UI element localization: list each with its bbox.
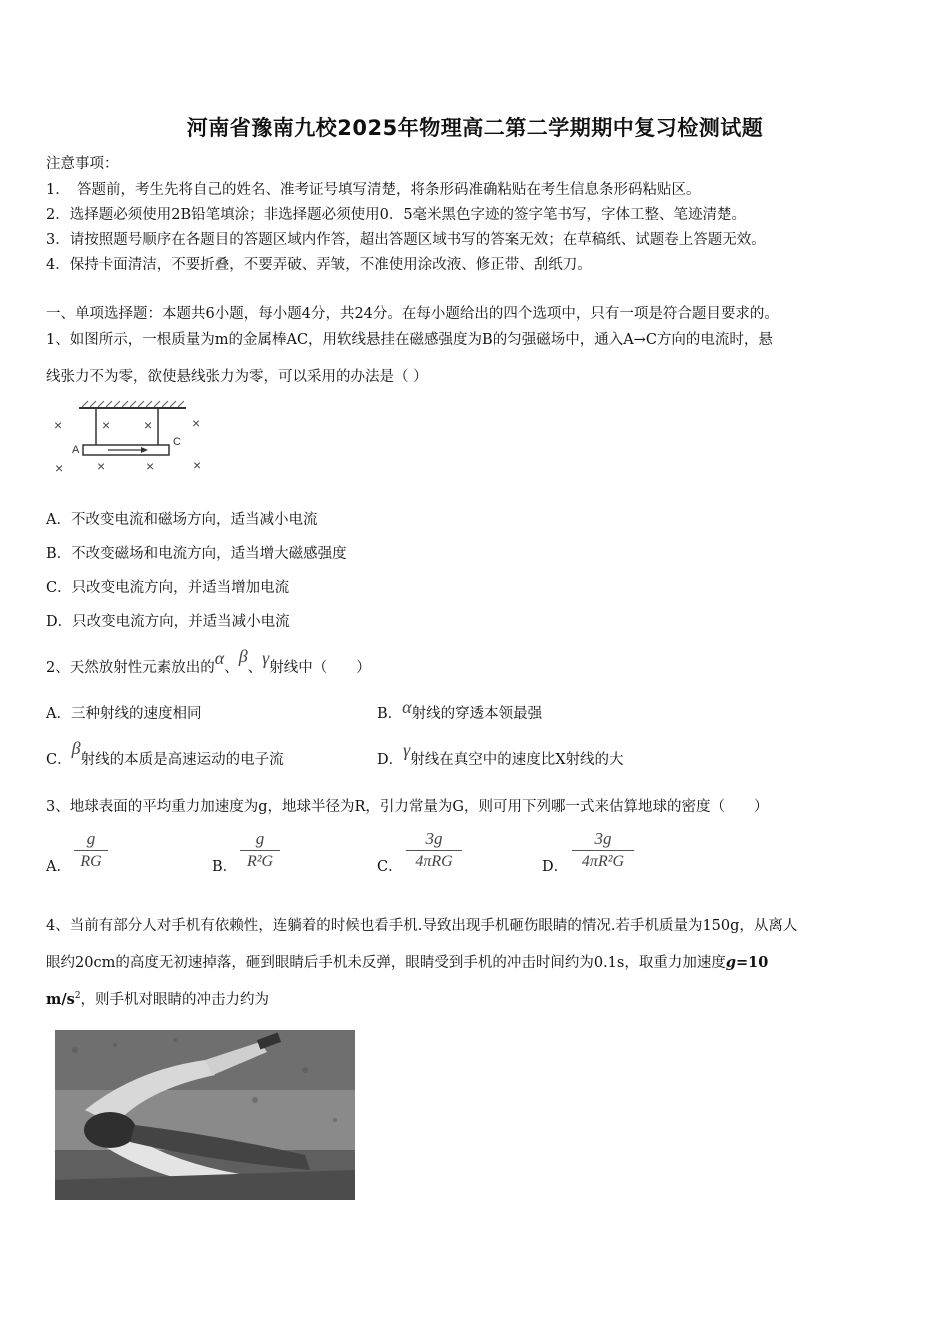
numerator: 3g <box>425 829 443 848</box>
q2-option-b-label: B． <box>377 706 403 722</box>
unit-exponent: 2 <box>74 991 81 1002</box>
page-title: 河南省豫南九校2025年物理高二第二学期期中复习检测试题 <box>186 116 764 140</box>
section-heading: 一、单项选择题：本题共6小题，每小题4分，共24分。在每小题给出的四个选项中，只有一项是符合题目要求的。 <box>46 306 779 322</box>
gamma-symbol: γ <box>262 648 270 668</box>
current-arrow <box>141 447 148 453</box>
q2-option-a: A．三种射线的速度相同 <box>46 706 202 722</box>
q3-option-a-fraction <box>74 830 108 871</box>
q2-option-d-text: 射线在真空中的速度比X射线的大 <box>410 752 624 768</box>
q2-option-b-text: 射线的穿透本领最强 <box>411 706 543 722</box>
q2-stem-suffix: 射线中（ ） <box>269 660 371 676</box>
q3-option-c-fraction <box>406 830 462 871</box>
q4-stem-line3 <box>46 988 269 1009</box>
q3-stem: 3、地球表面的平均重力加速度为g，地球半径为R，引力常量为G，则可用下列哪一式来估算地球的密度（ ） <box>46 799 769 815</box>
q1-option-a: A．不改变电流和磁场方向，适当减小电流 <box>46 512 318 528</box>
q4-phone-photo <box>55 1030 355 1200</box>
field-cross: × <box>192 415 201 431</box>
q3-option-c-label: C． <box>377 859 403 875</box>
g-value: =10 <box>735 954 769 971</box>
q1-option-c: C．只改变电流方向，并适当增加电流 <box>46 580 290 596</box>
denominator: RG <box>80 853 102 870</box>
notice-heading: 注意事项： <box>46 156 119 172</box>
g-symbol: g <box>725 954 736 971</box>
denominator: R²G <box>246 853 274 870</box>
notice-item-3: 3．请按照题号顺序在各题目的答题区域内作答，超出答题区域书写的答案无效；在草稿纸、试题卷上答题无效。 <box>46 232 766 248</box>
beta-symbol: β <box>71 738 81 758</box>
numerator: 3g <box>594 829 612 848</box>
field-cross: × <box>144 417 153 433</box>
field-cross: × <box>97 458 106 474</box>
q4-stem-line1: 4、当前有部分人对手机有依赖性，连躺着的时候也看手机.导致出现手机砸伤眼睛的情况.若手机质量为150g，从离人 <box>46 918 798 934</box>
field-cross: × <box>55 460 64 476</box>
q3-option-b-fraction <box>240 830 280 871</box>
alpha-symbol: α <box>402 697 412 717</box>
q1-stem-line1: 1、如图所示，一根质量为m的金属棒AC，用软线悬挂在磁感强度为B的匀强磁场中，通入A→C方向的电流时，悬 <box>46 332 773 348</box>
gamma-symbol: γ <box>403 740 411 760</box>
q3-option-d-label: D． <box>542 859 569 875</box>
notice-item-2: 2．选择题必须使用2B铅笔填涂；非选择题必须使用0．5毫米黑色字迹的签字笔书写，字体工整、笔迹清楚。 <box>46 207 747 223</box>
numerator: g <box>86 829 96 848</box>
q3-option-a-label: A． <box>46 859 71 875</box>
denominator: 4πR²G <box>581 853 625 870</box>
notice-item-4: 4．保持卡面清洁，不要折叠，不要弄破、弄皱，不准使用涂改液、修正带、刮纸刀。 <box>46 257 592 273</box>
denominator: 4πRG <box>415 853 453 870</box>
unit-text: m/s <box>46 991 75 1008</box>
q2-sep: 、 <box>247 660 263 676</box>
q4-stem-line2 <box>46 951 768 972</box>
q2-option-c-text: 射线的本质是高速运动的电子流 <box>80 752 284 768</box>
q2-option-c <box>46 738 284 769</box>
field-cross: × <box>146 458 155 474</box>
q2-option-d <box>377 740 624 769</box>
q1-magnetic-field-figure <box>46 398 221 483</box>
q3-option-b-label: B． <box>212 859 238 875</box>
numerator: g <box>255 829 265 848</box>
label-c: C <box>173 436 181 448</box>
label-a: A <box>72 444 80 456</box>
q2-option-b <box>377 697 543 723</box>
q2-sep: 、 <box>224 660 239 676</box>
q1-option-b: B．不改变磁场和电流方向，适当增大磁感强度 <box>46 546 347 562</box>
field-cross: × <box>193 457 202 473</box>
q2-stem-prefix: 2、天然放射性元素放出的 <box>46 660 215 676</box>
field-cross: × <box>54 417 63 433</box>
q4-line3-text: ，则手机对眼睛的冲击力约为 <box>80 992 270 1008</box>
field-cross: × <box>102 417 111 433</box>
q1-stem-line2: 线张力不为零，欲使悬线张力为零，可以采用的办法是（ ） <box>46 369 428 385</box>
q3-option-d-fraction <box>572 830 634 871</box>
notice-item-1: 1． 答题前，考生先将自己的姓名、准考证号填写清楚，将条形码准确粘贴在考生信息条形码粘贴区。 <box>46 182 701 198</box>
beta-symbol: β <box>238 646 248 666</box>
q2-option-c-label: C． <box>46 752 72 768</box>
q1-option-d: D．只改变电流方向，并适当减小电流 <box>46 614 290 630</box>
q2-option-d-label: D． <box>377 752 404 768</box>
q4-line2-text: 眼约20cm的高度无初速掉落，砸到眼睛后手机未反弹，眼睛受到手机的冲击时间约为0.1s，取重力加速度 <box>46 955 726 971</box>
alpha-symbol: α <box>214 648 225 668</box>
q2-stem <box>46 646 371 677</box>
